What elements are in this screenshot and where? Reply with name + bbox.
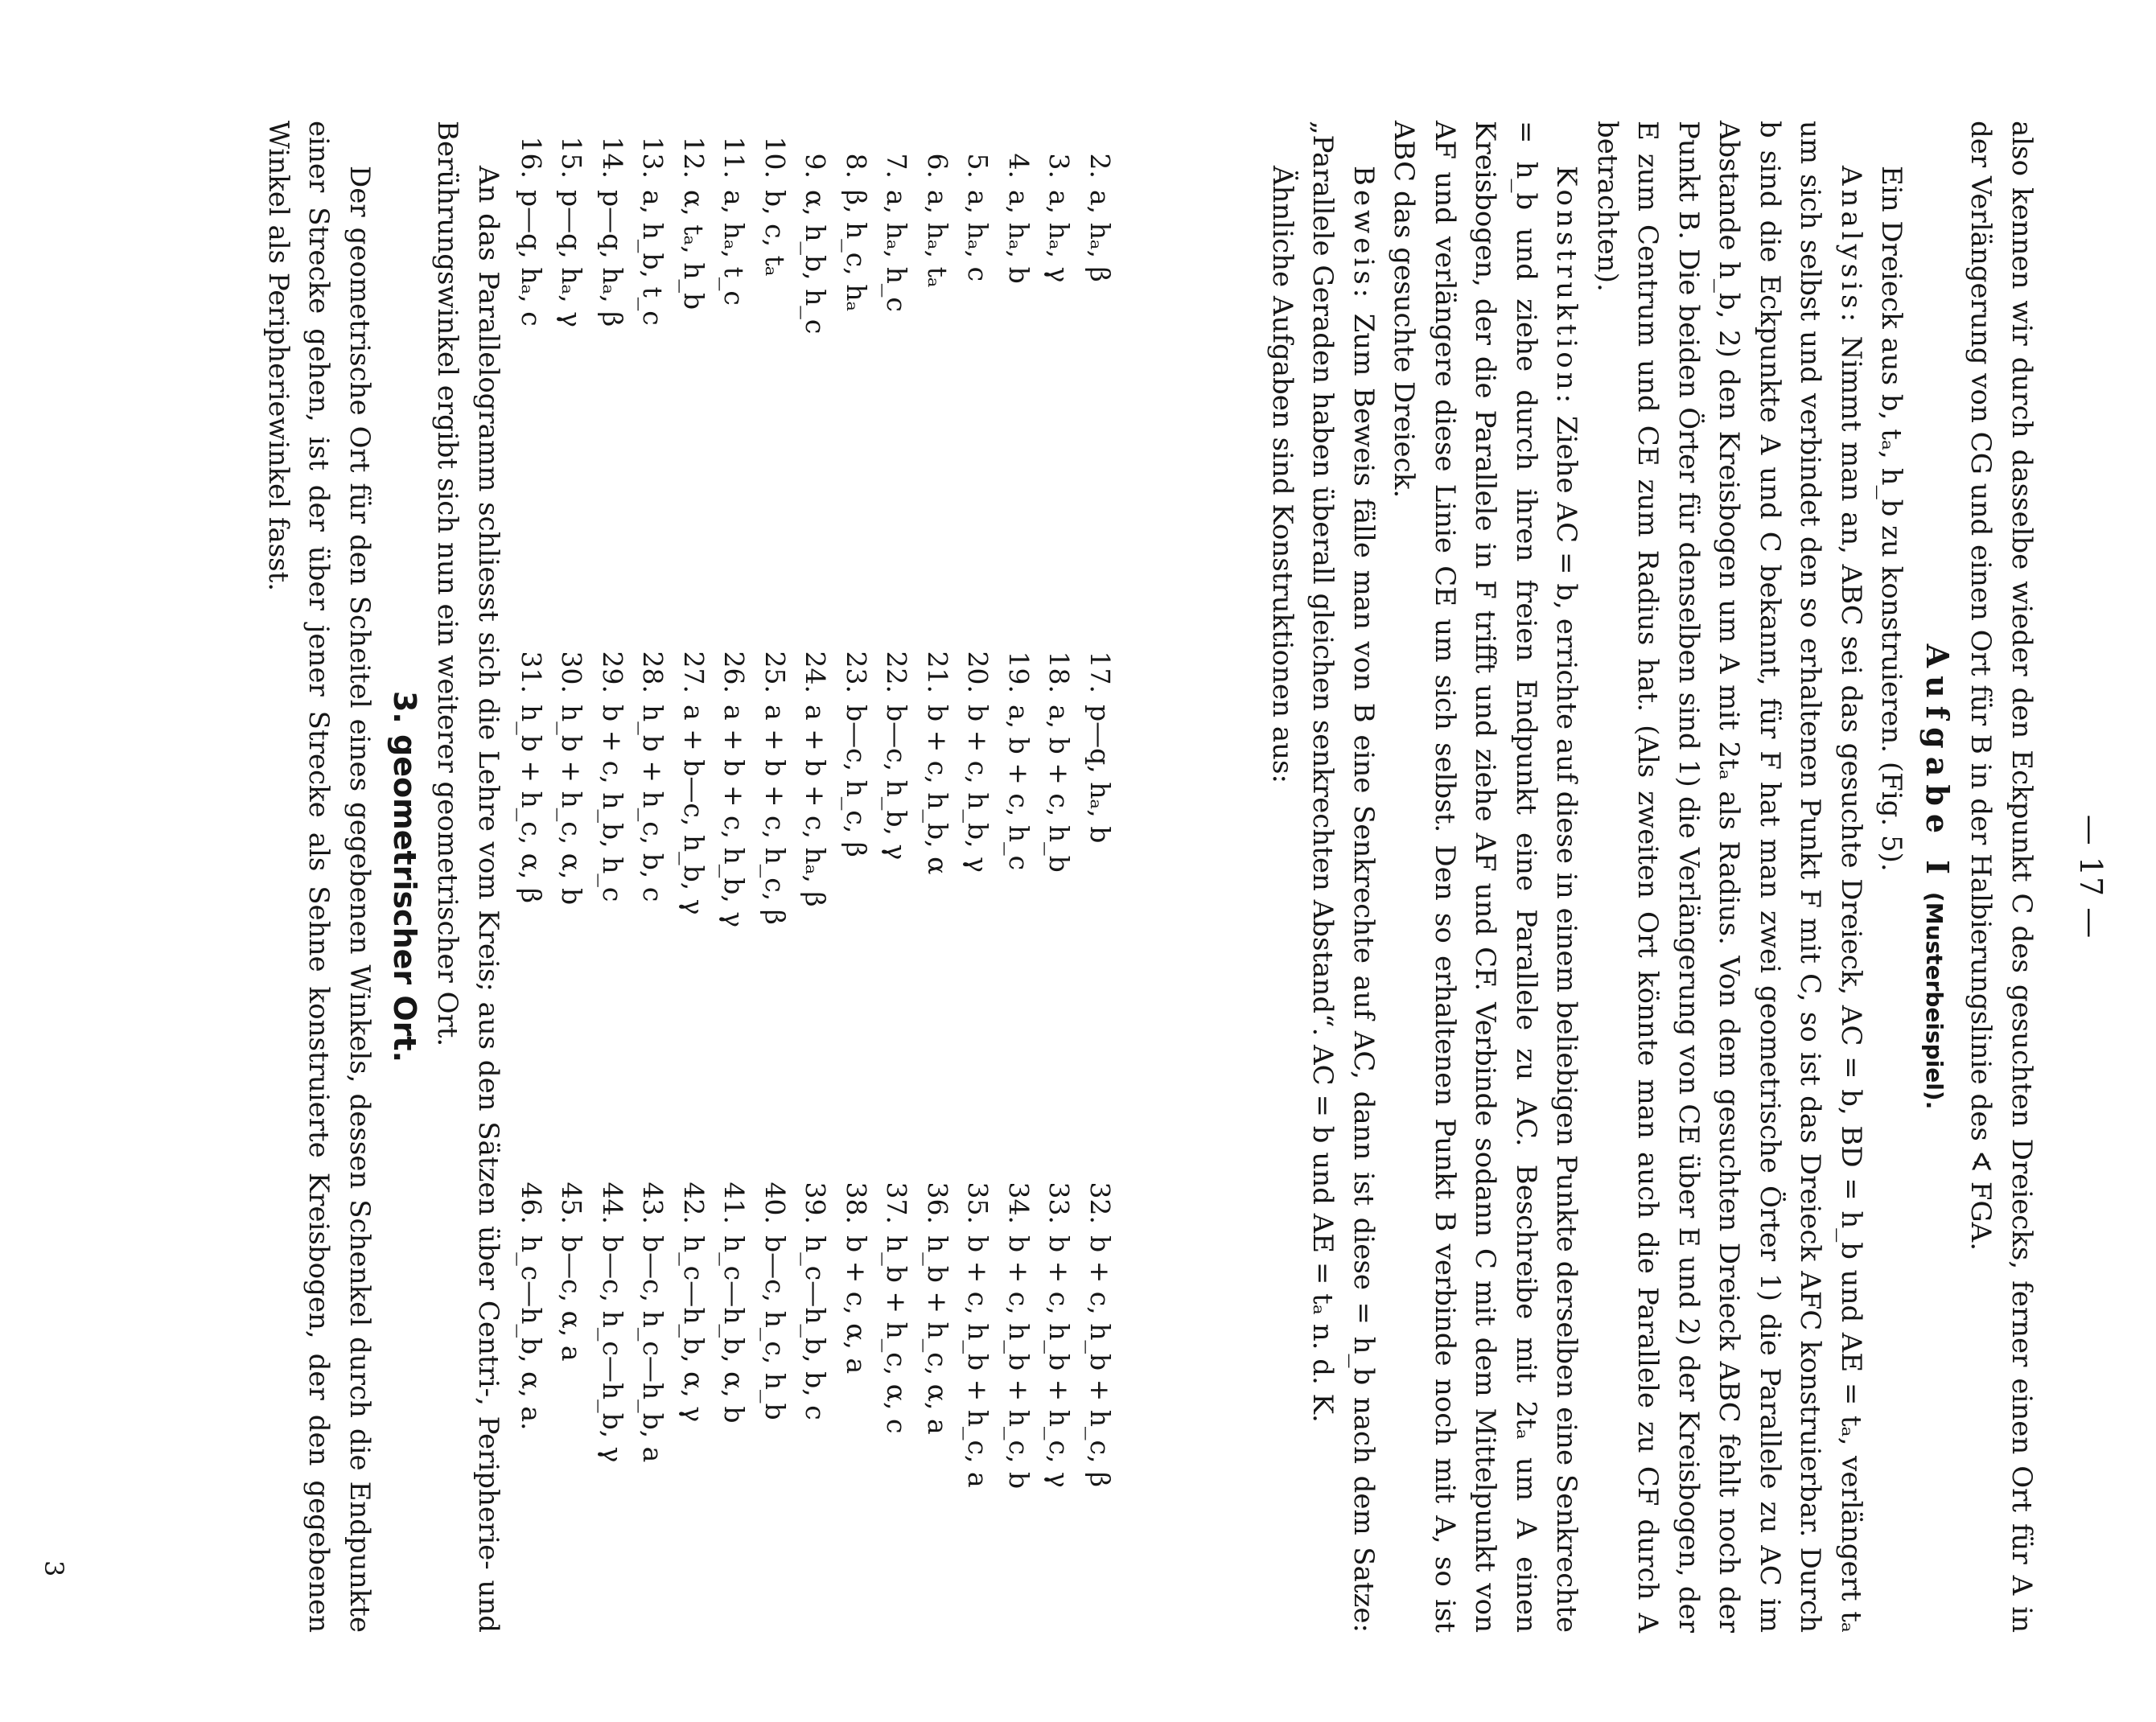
- task-item: [998, 1166, 1039, 1489]
- task-number: 19.: [1003, 651, 1035, 693]
- task-givens: h_b + h_c, α, a: [922, 1235, 953, 1435]
- task-givens: β, h_c, hₐ: [841, 190, 872, 312]
- task-givens: a + b—c, h_b, γ: [678, 705, 710, 915]
- task-item: [1039, 1166, 1080, 1489]
- task-item: [632, 121, 673, 334]
- task-givens: b + c, h_b + h_c, a: [962, 1235, 994, 1488]
- task-number: 40.: [759, 1182, 791, 1224]
- task-number: 20.: [962, 651, 994, 693]
- task-number: 26.: [718, 651, 751, 693]
- analysis-text: Nimmt man an, ABC sei das gesuchte Dreieck, AC = b, BD = h_b und AE = tₐ, verlängert tₐ um sich selbst und verbindet den so erhaltenen Punkt F mit C, so ist das Dreieck AFC konstruierbar. Durch b sind die Eckpunkte A und C bekannt, für F hat man zwei geometrische Örter 1) die Parallele zu AC im Abstande h_b, 2) den Kreisbogen um A mit 2tₐ als Radius. Von dem gesuchten Dreieck ABC fehlt noch der Punkt B. Die beiden Örter für denselben sind 1) die Verlängerung von CE über E und 2) der Kreisbogen, der E zum Centrum und CE zum Radius hat. (Als zweiten Ort könnte man auch die Parallele zu CF durch A betrachten).: [1591, 121, 1867, 1633]
- task-number: 12.: [678, 136, 710, 179]
- construction-label: Konstruktion:: [1550, 166, 1583, 408]
- task-item: [714, 635, 755, 927]
- task-givens: b + c, α, a: [841, 1235, 872, 1375]
- task-column-3: [511, 1166, 1121, 1489]
- task-item: [592, 1166, 633, 1489]
- task-number: 24.: [800, 651, 832, 693]
- task-item: [836, 1166, 877, 1489]
- task-givens: b, c, tₐ: [759, 190, 791, 277]
- task-item: [795, 635, 836, 927]
- task-number: 34.: [1003, 1182, 1035, 1224]
- task-givens: h_c—h_b, α, a.: [516, 1235, 547, 1431]
- task-number: 6.: [922, 153, 953, 179]
- analysis-label: Analysis:: [1835, 166, 1867, 327]
- task-item: [917, 635, 958, 927]
- task-item: [957, 1166, 998, 1489]
- task-number: 2.: [1084, 153, 1116, 179]
- task-givens: b—c, h_b, γ: [881, 705, 913, 861]
- page-number: — 17 —: [2073, 814, 2109, 939]
- task-item: [551, 1166, 592, 1489]
- task-number: 43.: [637, 1182, 669, 1224]
- task-item: [511, 1166, 552, 1489]
- task-number: 37.: [881, 1182, 913, 1224]
- task-givens: b + c, h_b + h_c, γ: [1043, 1235, 1076, 1488]
- task-number: 23.: [841, 651, 872, 693]
- task-givens: a, hₐ, h_c: [881, 190, 913, 312]
- task-givens: b—c, h_c, h_b: [759, 1235, 791, 1420]
- task-number: 31.: [516, 651, 547, 693]
- task-givens: h_c—h_b, b, c: [800, 1235, 832, 1420]
- task-number: 28.: [637, 651, 669, 693]
- task-number: 14.: [597, 136, 628, 179]
- similar-tasks-intro: Ähnliche Aufgaben sind Konstruktionen aus:: [1266, 166, 1298, 783]
- task-givens: h_b + h_c, α, b: [556, 705, 588, 906]
- task-item: [511, 121, 552, 334]
- task-number: 17.: [1084, 651, 1116, 693]
- task-number: 21.: [922, 651, 953, 693]
- task-item: [592, 635, 633, 927]
- task-item: [876, 121, 917, 334]
- task-number: 18.: [1043, 651, 1076, 693]
- task-item: [795, 1166, 836, 1489]
- task-givens: b—c, h_c—h_b, γ: [597, 1235, 628, 1463]
- task-givens: b + c, h_b, h_c: [597, 705, 628, 902]
- task-givens: h_c—h_b, α, b: [718, 1235, 751, 1424]
- task-givens: a, hₐ, β: [1084, 190, 1116, 282]
- task-item: [1080, 1166, 1121, 1489]
- task-item: [551, 121, 592, 334]
- task-item: [511, 635, 552, 927]
- task-givens: a, hₐ, tₐ: [922, 190, 953, 288]
- task-number: 9.: [800, 153, 832, 179]
- task-number: 5.: [962, 153, 994, 179]
- body-top: [1262, 121, 2043, 1633]
- task-givens: p—q, hₐ, b: [1084, 705, 1116, 844]
- task-givens: a, hₐ, b: [1003, 190, 1035, 284]
- task-paragraph: Ein Dreieck aus b, tₐ, h_b zu konstruieren. (Fig. 5).: [1875, 166, 1908, 872]
- task-number: 42.: [678, 1182, 710, 1224]
- task-givens: a, hₐ, t_c: [718, 190, 751, 306]
- proof-text: Zum Beweis fälle man von B eine Senkrechte auf AC, dann ist diese = h_b nach dem Satze: „Parallele Geraden haben überall gleichen senkrechten Abstand“. AC = b und AE = tₐ n. d. K.: [1306, 121, 1380, 1633]
- task-item: [592, 121, 633, 334]
- task-number: 22.: [881, 651, 913, 693]
- task-item: [755, 1166, 796, 1489]
- section-heading: 3. geometrischer Ort.: [387, 690, 422, 1063]
- task-givens: b + c, h_b + h_c, β: [1084, 1235, 1116, 1488]
- task-givens: α, tₐ, h_b: [678, 190, 710, 310]
- task-givens: a + b + c, h_c, β: [759, 705, 791, 925]
- task-number: 27.: [678, 651, 710, 693]
- task-item: [876, 1166, 917, 1489]
- task-number: 16.: [516, 136, 547, 179]
- task-number: 7.: [881, 153, 913, 179]
- body-bottom: [427, 121, 508, 1633]
- task-givens: b—c, h_c, β: [841, 705, 872, 857]
- task-item: [836, 635, 877, 927]
- task-item: [1039, 121, 1080, 334]
- task-givens: a, b + c, h_b: [1043, 705, 1076, 873]
- signature-mark: 3: [39, 1560, 69, 1577]
- task-givens: b—c, h_c—h_b, a: [637, 1235, 669, 1463]
- task-item: [632, 635, 673, 927]
- task-item: [957, 121, 998, 334]
- task-item: [551, 635, 592, 927]
- task-item: [714, 1166, 755, 1489]
- task-item: [957, 635, 998, 927]
- task-item: [998, 635, 1039, 927]
- task-givens: a, h_b, t_c: [637, 190, 669, 326]
- task-item: [673, 121, 714, 334]
- task-item: [673, 1166, 714, 1489]
- task-number: 11.: [718, 136, 751, 179]
- task-givens: α, h_b, h_c: [800, 190, 832, 335]
- task-givens: p—q, hₐ, γ: [556, 190, 588, 327]
- task-givens: b—c, α, a: [556, 1235, 588, 1362]
- task-givens: a, hₐ, γ: [1043, 190, 1076, 283]
- task-givens: h_c—h_b, α, γ: [678, 1235, 710, 1423]
- task-number: 32.: [1084, 1182, 1116, 1224]
- task-givens: b + c, h_b + h_c, b: [1003, 1235, 1035, 1490]
- body-locus: [258, 121, 381, 1633]
- task-number: 46.: [516, 1182, 547, 1224]
- task-number: 38.: [841, 1182, 872, 1224]
- task-item: [836, 121, 877, 334]
- task-item: [1039, 635, 1080, 927]
- task-givens: a, hₐ, c: [962, 190, 994, 282]
- task-item: [755, 121, 796, 334]
- task-number: 41.: [718, 1182, 751, 1224]
- task-item: [1080, 121, 1121, 334]
- task-number: 10.: [759, 136, 791, 179]
- task-givens: a, b + c, h_c: [1003, 705, 1035, 871]
- task-column-1: [511, 121, 1121, 334]
- task-givens: b + c, h_b, α: [922, 705, 953, 875]
- task-item: [1080, 635, 1121, 927]
- book-page: [0, 121, 2156, 1633]
- construction-text: Ziehe AC = b, errichte auf diese in einem beliebigen Punkte derselben eine Senkrechte = h_b und ziehe durch ihren freien Endpunkt eine Parallele zu AC. Beschreibe mit 2tₐ um A einen Kreisbogen, der die Parallele in F trifft und ziehe AF und CF. Verbinde sodann C mit dem Mittelpunkt von AF und verlängere diese Linie CE um sich selbst. Den so erhaltenen Punkt B verbinde noch mit A, so ist ABC das gesuchte Dreieck.: [1388, 121, 1583, 1633]
- task-item: [632, 1166, 673, 1489]
- task-number: 39.: [800, 1182, 832, 1224]
- construction-paragraph: [1384, 121, 1587, 1633]
- task-item: [917, 1166, 958, 1489]
- aufgabe-subtitle: (Musterbeispiel).: [1921, 891, 1948, 1110]
- parallelogram-paragraph: An das Parallelogramm schliesst sich die Lehre vom Kreis; aus den Sätzen über Centri-, Peripherie- und Berührungswinkel ergibt sich nun ein weiterer geometrischer Ort.: [431, 121, 504, 1633]
- proof-label: Beweis:: [1348, 166, 1380, 302]
- task-number: 29.: [597, 651, 628, 693]
- task-givens: a + b + c, hₐ, β: [800, 705, 832, 907]
- task-number: 30.: [556, 651, 588, 693]
- task-item: [714, 121, 755, 334]
- aufgabe-heading: [1914, 121, 1958, 1633]
- task-item: [795, 121, 836, 334]
- task-number: 25.: [759, 651, 791, 693]
- proof-paragraph: [1302, 121, 1384, 1633]
- task-givens: h_b + h_c, α, c: [881, 1235, 913, 1434]
- task-givens: b + c, h_b, γ: [962, 705, 994, 873]
- task-givens: h_b + h_c, b, c: [637, 705, 669, 902]
- task-item: [998, 121, 1039, 334]
- task-item: [917, 121, 958, 334]
- intro-paragraph: also kennen wir durch dasselbe wieder den Eckpunkt C des gesuchten Dreiecks, ferner einen Ort für A in der Verlängerung von CG und einen Ort für B in der Halbierungslinie des ∢ FGA.: [1965, 121, 2038, 1633]
- task-number: 15.: [556, 136, 588, 179]
- task-number: 44.: [597, 1182, 628, 1224]
- task-number: 8.: [841, 153, 872, 179]
- task-number: 4.: [1003, 153, 1035, 179]
- locus-paragraph: Der geometrische Ort für den Scheitel eines gegebenen Winkels, dessen Schenkel durch die Endpunkte einer Strecke gehen, ist der über jener Strecke als Sehne konstruierte Kreisbogen, der den gegebenen Winkel als Peripheriewinkel fasst.: [262, 121, 376, 1633]
- task-givens: a + b + c, h_b, γ: [718, 705, 751, 928]
- task-item: [876, 635, 917, 927]
- task-item: [755, 635, 796, 927]
- task-givens: h_b + h_c, α, β: [516, 705, 547, 904]
- analysis-paragraph: [1587, 121, 1872, 1633]
- task-number: 36.: [922, 1182, 953, 1224]
- task-item: [673, 635, 714, 927]
- task-number: 33.: [1043, 1182, 1076, 1224]
- task-number: 35.: [962, 1182, 994, 1224]
- task-givens: p—q, hₐ, β: [597, 190, 628, 327]
- task-number: 3.: [1043, 153, 1076, 179]
- aufgabe-title: Aufgabe I: [1919, 643, 1956, 883]
- task-givens: p—q, hₐ, c: [516, 190, 547, 327]
- task-column-2: [511, 635, 1121, 927]
- task-number: 13.: [637, 136, 669, 179]
- task-number: 45.: [556, 1182, 588, 1224]
